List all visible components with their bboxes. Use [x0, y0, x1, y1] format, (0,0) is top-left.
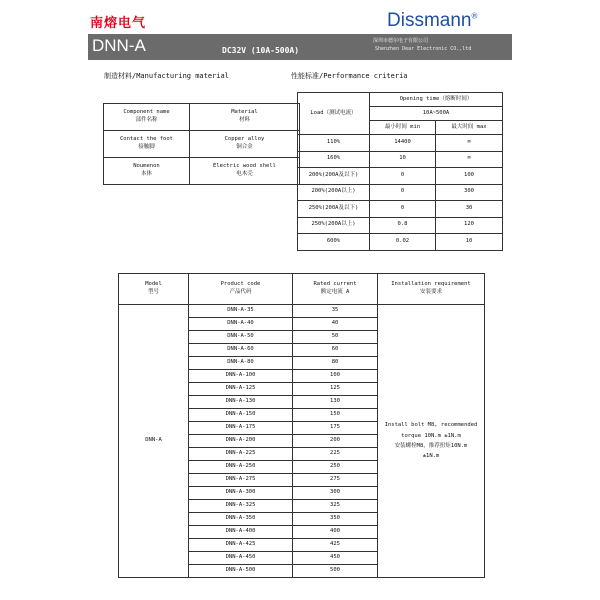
table-cell: Contact the foot 接触脚: [104, 131, 190, 158]
table-cell: DNN-A-60: [189, 344, 293, 357]
table-cell: 0: [370, 201, 436, 218]
table-cell: 425: [293, 539, 378, 552]
table-cell: 110%: [298, 135, 370, 152]
spec-title: DC32V (10A-500A): [222, 46, 300, 55]
table-cell: 450: [293, 552, 378, 565]
table-cell: 10: [436, 234, 503, 251]
table-cell: 250: [293, 461, 378, 474]
table-cell: 100: [293, 370, 378, 383]
table-cell: 0: [370, 184, 436, 201]
table-cell: DNN-A-350: [189, 513, 293, 526]
model-table: [118, 273, 485, 578]
table-cell: 600%: [298, 234, 370, 251]
table-row: [298, 234, 503, 251]
table-cell: 200: [293, 435, 378, 448]
brand-logo-en: [387, 10, 477, 32]
table-row: [298, 168, 503, 185]
company-name-cn: 深圳市德尔电子有限公司: [373, 38, 429, 44]
registered-mark: ®: [471, 11, 478, 21]
table-cell: DNN-A-40: [189, 318, 293, 331]
table-cell: 0.8: [370, 217, 436, 234]
table-cell: DNN-A-200: [189, 435, 293, 448]
table-cell: 300: [436, 184, 503, 201]
column-header: Component name 部件名称: [104, 104, 190, 131]
table-cell: 200%(200A以上): [298, 184, 370, 201]
table-header-row: [104, 104, 300, 131]
table-cell: DNN-A-500: [189, 565, 293, 578]
table-cell: DNN-A-100: [189, 370, 293, 383]
material-heading: 制造材料/Manufacturing material: [104, 72, 229, 80]
performance-table: [297, 92, 503, 251]
table-cell: 225: [293, 448, 378, 461]
table-row: [298, 151, 503, 168]
table-cell: DNN-A-325: [189, 500, 293, 513]
table-row: [104, 158, 300, 185]
table-cell: 50: [293, 331, 378, 344]
table-cell: DNN-A-250: [189, 461, 293, 474]
table-row: [298, 184, 503, 201]
table-cell: DNN-A-425: [189, 539, 293, 552]
table-cell: DNN-A-150: [189, 409, 293, 422]
table-cell: 10: [370, 151, 436, 168]
model-title: DNN-A: [92, 36, 146, 55]
table-cell: DNN-A-400: [189, 526, 293, 539]
table-cell: 500: [293, 565, 378, 578]
installation-requirement-cell: [378, 305, 485, 578]
table-cell: Electric wood shell 电木壳: [190, 158, 300, 185]
table-cell: ∞: [436, 151, 503, 168]
table-row: [104, 131, 300, 158]
table-header-row: [119, 274, 485, 305]
table-cell: DNN-A-125: [189, 383, 293, 396]
table-cell: 300: [293, 487, 378, 500]
table-cell: Noumenon 本体: [104, 158, 190, 185]
load-header: Load（测试电流）: [298, 93, 370, 135]
table-cell: 0.02: [370, 234, 436, 251]
installation-text: ±1N.m: [422, 453, 440, 460]
installation-text: torque 10N.m ±1N.m: [401, 432, 461, 439]
column-header: Rated current 额定电流 A: [293, 274, 378, 305]
table-cell: DNN-A-225: [189, 448, 293, 461]
table-cell: 120: [436, 217, 503, 234]
column-header: Material 材料: [190, 104, 300, 131]
table-cell: 350: [293, 513, 378, 526]
table-header-row: [298, 93, 503, 107]
table-cell: 30: [436, 201, 503, 218]
table-cell: 125: [293, 383, 378, 396]
table-row: [119, 305, 485, 318]
table-cell: DNN-A-450: [189, 552, 293, 565]
table-cell: 60: [293, 344, 378, 357]
installation-text: 安装螺栓M8，推荐扭矩10N.m: [394, 443, 468, 449]
table-cell: 40: [293, 318, 378, 331]
material-table: [103, 103, 300, 185]
brand-name: Dissmann: [387, 10, 472, 31]
table-cell: DNN-A-175: [189, 422, 293, 435]
company-name-en: Shenzhen Dear Electronic CO.,ltd: [375, 46, 472, 52]
table-cell: 325: [293, 500, 378, 513]
opening-time-header: Opening time（熔断时间）: [370, 93, 503, 107]
table-cell: 80: [293, 357, 378, 370]
table-cell: DNN-A-130: [189, 396, 293, 409]
table-row: [298, 201, 503, 218]
table-cell: 200%(200A及以下): [298, 168, 370, 185]
table-cell: 150: [293, 409, 378, 422]
performance-heading: 性能标准/Performance criteria: [291, 72, 408, 80]
table-cell: 400: [293, 526, 378, 539]
table-cell: 35: [293, 305, 378, 318]
table-row: [298, 135, 503, 152]
column-header: Installation requirement 安装要求: [378, 274, 485, 305]
brand-logo-cn: 南熔电气: [90, 16, 147, 31]
column-header: Model 型号: [119, 274, 189, 305]
table-cell: DNN-A-80: [189, 357, 293, 370]
range-header: 10A~500A: [370, 107, 503, 121]
installation-text: Install bolt M8, recommended: [384, 422, 478, 429]
table-cell: 14400: [370, 135, 436, 152]
table-cell: 130: [293, 396, 378, 409]
table-row: [298, 217, 503, 234]
table-cell: 250%(200A及以下): [298, 201, 370, 218]
min-time-header: 最小时间 min: [370, 121, 436, 135]
table-cell: 250%(200A以上): [298, 217, 370, 234]
column-header: Product code 产品代码: [189, 274, 293, 305]
table-cell: 0: [370, 168, 436, 185]
table-cell: DNN-A-50: [189, 331, 293, 344]
table-cell: 275: [293, 474, 378, 487]
max-time-header: 最大时间 max: [436, 121, 503, 135]
table-cell: DNN-A-35: [189, 305, 293, 318]
table-cell: 160%: [298, 151, 370, 168]
table-cell: DNN-A-275: [189, 474, 293, 487]
table-cell: ∞: [436, 135, 503, 152]
table-cell: 175: [293, 422, 378, 435]
model-name-cell: DNN-A: [119, 305, 189, 578]
table-cell: DNN-A-300: [189, 487, 293, 500]
table-cell: 100: [436, 168, 503, 185]
table-cell: Copper alloy 铜合金: [190, 131, 300, 158]
